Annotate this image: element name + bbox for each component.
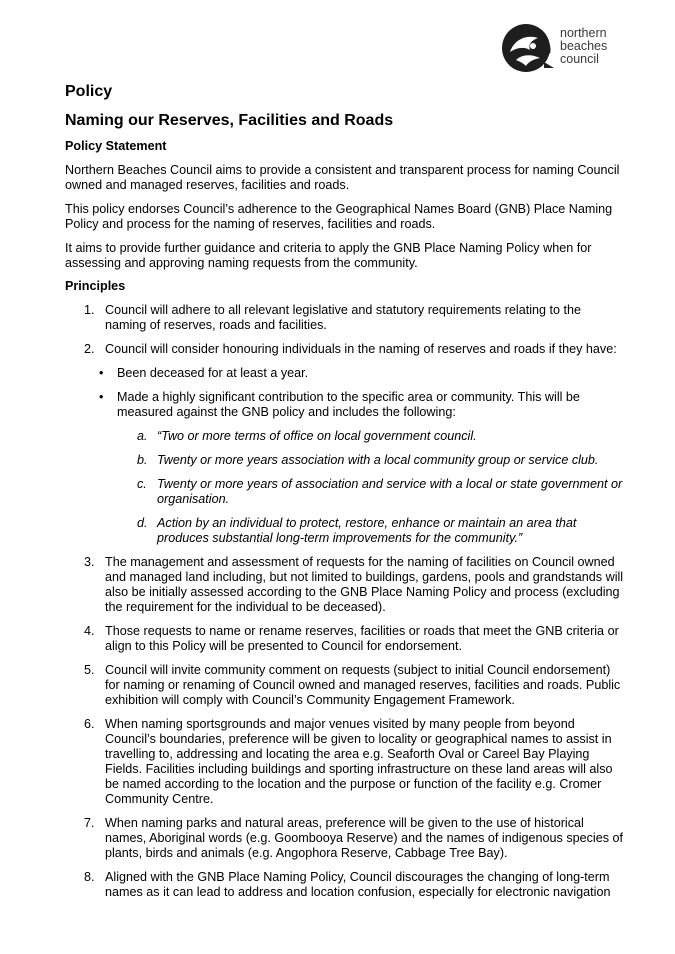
principle-item-1 — [84, 303, 625, 333]
principle-item-7 — [84, 816, 625, 861]
principle-text: The management and assessment of requests for the naming of facilities on Council owned and managed land including, but not limited to buildings, gardens, pools and grandstands will also be initially assessed according to the GNB Place Naming Policy and process (excluding the requirement for the individual to be deceased). — [105, 555, 624, 614]
bullet-text: Been deceased for at least a year. — [117, 366, 309, 380]
principle-number: 5. — [84, 663, 95, 677]
criteria-text: “Two or more terms of office on local government council. — [157, 429, 477, 443]
principle-item-4 — [84, 624, 625, 654]
criteria-text: Twenty or more years association with a local community group or service club. — [157, 453, 599, 467]
logo-line-3: council — [560, 52, 599, 66]
principle-number: 6. — [84, 717, 95, 731]
logo-line-1: northern — [560, 26, 607, 40]
criteria-text: Twenty or more years of association and service with a local or state government or organisation. — [157, 477, 623, 506]
principle-number: 1. — [84, 303, 95, 317]
principle-text: Council will invite community comment on requests (subject to initial Council endorsement) for naming or renaming of Council owned and managed reserves, facilities and roads. Public exhibition will comply with Council’s Community Engagement Framework. — [105, 663, 621, 707]
bullet-icon: • — [99, 366, 104, 380]
criteria-letter: c. — [137, 477, 147, 491]
principle-text: Aligned with the GNB Place Naming Policy, Council discourages the changing of long-term names as it can lead to address and location confusion, especially for electronic navigation — [105, 870, 611, 899]
criteria-letter: d. — [137, 516, 148, 530]
principle-item-8 — [84, 870, 625, 900]
document-title: Naming our Reserves, Facilities and Roads — [65, 112, 394, 129]
principle-text: Council will consider honouring individuals in the naming of reserves and roads if they have: — [105, 342, 617, 356]
policy-document — [65, 82, 625, 909]
policy-statement-paragraph-1: Northern Beaches Council aims to provide a consistent and transparent process for naming Council owned and managed reserves, facilities and roads. — [65, 163, 620, 192]
criteria-letter: b. — [137, 453, 148, 467]
principle-number: 8. — [84, 870, 95, 884]
principle-text: When naming sportsgrounds and major venues visited by many people from beyond Council’s boundaries, preference will be given to locality or geographical names to assist in travelling to, addressing and locating the area e.g. Seaforth Oval or Careel Bay Playing Fields. Facilities including buildings and sporting infrastructure on these land areas will also be named according to the location and the purpose or function of the facility e.g. Cromer Community Centre. — [105, 717, 613, 806]
criteria-item — [137, 453, 625, 468]
principle-number: 7. — [84, 816, 95, 830]
logo-line-2: beaches — [560, 39, 608, 53]
policy-statement-paragraph-3: It aims to provide further guidance and criteria to apply the GNB Place Naming Policy when for assessing and approving naming requests from the community. — [65, 241, 592, 270]
council-logo-wordmark — [560, 27, 607, 66]
principle-item-6 — [84, 717, 625, 807]
principle-item-3 — [84, 555, 625, 615]
criteria-item — [137, 516, 625, 546]
bullet-item — [99, 366, 625, 381]
criteria-text: Action by an individual to protect, restore, enhance or maintain an area that produces substantial long-term improvements for the community.” — [157, 516, 577, 545]
principle-item-2 — [84, 342, 625, 546]
principle-text: Those requests to name or rename reserves, facilities or roads that meet the GNB criteria or align to this Policy will be presented to Council for endorsement. — [105, 624, 619, 653]
council-logo-mark-icon — [500, 22, 556, 74]
bullet-text: Made a highly significant contribution to the specific area or community. This will be measured against the GNB policy and includes the following: — [117, 390, 580, 419]
principle-number: 4. — [84, 624, 95, 638]
principle-number: 3. — [84, 555, 95, 569]
principle-text: When naming parks and natural areas, preference will be given to the use of historical names, Aboriginal words (e.g. Goombooya Reserve) and the names of indigenous species of plants, birds and animals (e.g. Angophora Reserve, Cabbage Tree Bay). — [105, 816, 624, 860]
document-heading: Policy — [65, 83, 113, 100]
principle-number: 2. — [84, 342, 95, 356]
bullet-item — [99, 390, 625, 546]
policy-statement-heading: Policy Statement — [65, 139, 167, 153]
principles-list — [65, 303, 625, 900]
honouring-conditions-list — [95, 366, 625, 546]
criteria-item — [137, 429, 625, 444]
principle-item-5 — [84, 663, 625, 708]
policy-statement-paragraph-2: This policy endorses Council’s adherence to the Geographical Names Board (GNB) Place Naming Policy and process for the naming of reserves, facilities and roads. — [65, 202, 613, 231]
criteria-letter: a. — [137, 429, 148, 443]
council-logo — [500, 22, 615, 74]
criteria-item — [137, 477, 625, 507]
principle-text: Council will adhere to all relevant legislative and statutory requirements relating to the naming of reserves, roads and facilities. — [105, 303, 582, 332]
gnb-criteria-list — [117, 429, 625, 546]
principles-heading: Principles — [65, 279, 126, 293]
bullet-icon: • — [99, 390, 104, 404]
